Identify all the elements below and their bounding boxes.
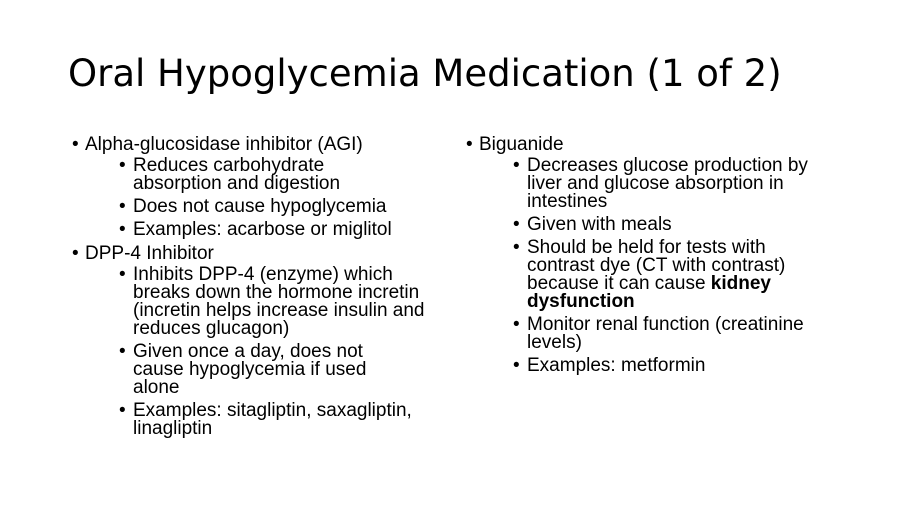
bullet-icon: • <box>119 341 126 362</box>
bullet-icon: • <box>513 214 520 235</box>
sub-list-item <box>119 266 452 338</box>
sub-list-item-text: Given once a day, does not cause hypoglycemia if used alone <box>133 341 367 398</box>
list-item <box>72 245 452 438</box>
sub-list-item-text: Examples: sitagliptin, saxagliptin, linagliptin <box>133 400 412 439</box>
sub-list-item <box>513 216 846 234</box>
bullet-icon: • <box>72 134 79 155</box>
sub-list <box>479 157 846 375</box>
sub-list-item <box>513 316 846 352</box>
left-column <box>72 136 452 444</box>
list-item-text: DPP-4 Inhibitor <box>85 243 214 264</box>
bullet-icon: • <box>119 219 126 240</box>
sub-list-item-text: Decreases glucose production by liver and glucose absorption in intestines <box>527 155 808 212</box>
bullet-icon: • <box>119 155 126 176</box>
sub-list-item <box>119 157 452 193</box>
bullet-list <box>466 136 846 375</box>
sub-list-item-text: Inhibits DPP-4 (enzyme) which breaks down the hormone incretin (incretin helps increase insulin and reduces glucagon) <box>133 264 425 339</box>
bullet-icon: • <box>119 264 126 285</box>
bullet-icon: • <box>513 155 520 176</box>
sub-list-item <box>119 343 452 397</box>
sub-list-item <box>513 239 846 311</box>
list-item-text: Alpha-glucosidase inhibitor (AGI) <box>85 134 363 155</box>
bullet-list <box>72 136 452 438</box>
bullet-icon: • <box>513 314 520 335</box>
sub-list-item-text: Reduces carbohydrate absorption and digestion <box>133 155 341 194</box>
sub-list-item <box>119 198 452 216</box>
sub-list-item-text: Does not cause hypoglycemia <box>133 196 387 217</box>
sub-list-item-text <box>527 239 827 311</box>
sub-list-item <box>513 157 846 211</box>
bullet-icon: • <box>72 243 79 264</box>
sub-list-item-text: Examples: metformin <box>527 355 706 376</box>
sub-list-item-text: Given with meals <box>527 214 672 235</box>
slide-title: Oral Hypoglycemia Medication (1 of 2) <box>68 52 782 95</box>
list-item <box>72 136 452 239</box>
list-item-text: Biguanide <box>479 134 564 155</box>
bullet-icon: • <box>119 400 126 421</box>
bullet-icon: • <box>119 196 126 217</box>
sub-list-item <box>119 221 452 239</box>
list-item <box>466 136 846 375</box>
sub-list-item <box>513 357 846 375</box>
sub-list-item-text: Monitor renal function (creatinine levels) <box>527 314 804 353</box>
sub-list <box>85 157 452 239</box>
right-column <box>466 136 846 381</box>
sub-list-item-text: Examples: acarbose or miglitol <box>133 219 392 240</box>
emphasis-text: kidney dysfunction <box>527 273 771 312</box>
sub-list-item-text-plain: Should be held for tests with contrast dye (CT with contrast) because it can cause <box>527 237 786 294</box>
bullet-icon: • <box>513 237 520 258</box>
bullet-icon: • <box>466 134 473 155</box>
sub-list <box>85 266 452 438</box>
sub-list-item <box>119 402 452 438</box>
bullet-icon: • <box>513 355 520 376</box>
